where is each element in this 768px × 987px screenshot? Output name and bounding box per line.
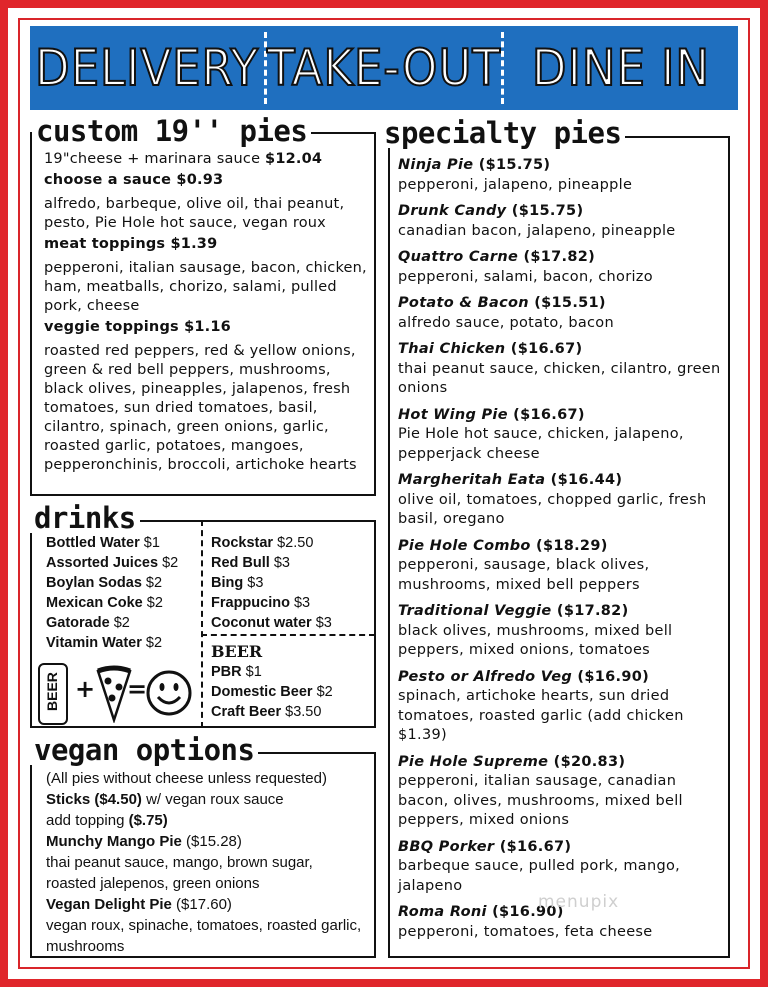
specialty-pie-item	[398, 471, 728, 530]
banner-dinein: DINE IN	[531, 39, 711, 97]
specialty-pie-item	[398, 340, 728, 399]
beer-can-icon	[38, 663, 68, 725]
specialty-pie-price: ($15.75)	[478, 157, 551, 173]
specialty-pie-name: Pie Hole Supreme ($20.83)	[398, 753, 626, 770]
beer-list	[211, 662, 333, 722]
cheese-pie-line: 19"cheese + marinara sauce $12.04	[44, 151, 323, 167]
banner-takeout: TAKE-OUT	[267, 39, 501, 97]
specialty-pie-desc: olive oil, tomatoes, chopped garlic, fresh basil, oregano	[398, 491, 707, 527]
specialty-pie-name: Quattro Carne ($17.82)	[398, 249, 596, 265]
beer-divider	[201, 634, 375, 636]
specialty-pie-desc: black olives, mushrooms, mixed bell peppers, mixed onions, tomatoes	[398, 622, 673, 658]
specialty-pie-price: ($16.90)	[492, 904, 564, 920]
specialty-pie-item	[398, 602, 728, 661]
equals-sign: =	[127, 675, 148, 703]
specialty-pie-desc: pepperoni, tomatoes, feta cheese	[398, 923, 653, 940]
drink-price: $3	[293, 595, 311, 611]
drink-item: Vitamin Water $2	[46, 635, 163, 651]
vegan-topping: add topping ($.75)	[46, 812, 168, 829]
specialty-pie-item	[398, 202, 728, 241]
vegan-options-heading: vegan options	[30, 735, 258, 765]
drink-item: Gatorade $2	[46, 615, 130, 631]
drink-item: Bing $3	[211, 575, 264, 591]
specialty-pie-name: Ninja Pie ($15.75)	[398, 157, 551, 173]
specialty-pie-desc: pepperoni, salami, bacon, chorizo	[398, 268, 653, 285]
drink-price: $1	[245, 664, 262, 680]
drink-price: $3.50	[285, 704, 322, 720]
drink-price: $3	[247, 575, 264, 591]
specialty-pie-price: ($18.29)	[536, 537, 608, 554]
specialty-pie-item	[398, 248, 728, 287]
drink-item: Coconut water $3	[211, 615, 332, 631]
header-banner	[30, 26, 738, 110]
drink-item: Assorted Juices $2	[46, 555, 179, 571]
specialty-pie-price: ($15.51)	[534, 295, 606, 311]
drink-item: Red Bull $3	[211, 555, 290, 571]
vegan-delight-desc: vegan roux, spinache, tomatoes, roasted garlic, mushrooms	[46, 917, 362, 955]
drink-item: Domestic Beer $2	[211, 684, 333, 700]
specialty-pie-price: ($16.67)	[513, 406, 585, 423]
specialty-pie-name: Drunk Candy ($15.75)	[398, 203, 584, 219]
specialty-pie-desc: pepperoni, jalapeno, pineapple	[398, 176, 633, 193]
drink-price: $2	[146, 595, 163, 611]
drink-item: Mexican Coke $2	[46, 595, 163, 611]
specialty-pie-name: Hot Wing Pie ($16.67)	[398, 406, 585, 423]
drink-price: $2	[145, 635, 163, 651]
meat-list: pepperoni, italian sausage, bacon, chicken, ham, meatballs, chorizo, salami, pulled pork, cheese	[44, 260, 367, 314]
vegan-note: (All pies without cheese unless requested)	[46, 770, 327, 787]
drinks-left-list	[46, 533, 178, 653]
specialty-pie-name: Thai Chicken ($16.67)	[398, 341, 583, 357]
veggie-heading: veggie toppings $1.16	[44, 319, 231, 335]
specialty-pie-desc: pepperoni, sausage, black olives, mushrooms, mixed bell peppers	[398, 557, 650, 593]
veggie-list: roasted red peppers, red & yellow onions, green & red bell peppers, mushrooms, black olives, pineapples, jalapenos, fresh tomatoes, sun dried tomatoes, basil, cilantro, spinach, green onions, garlic, roasted garlic, potatoes, mangoes, pepperonchinis, broccoli, artichoke hearts	[44, 343, 357, 473]
drinks-column-divider	[201, 520, 203, 728]
drink-price: $2	[162, 555, 179, 571]
drink-item: Rockstar $2.50	[211, 535, 314, 551]
specialty-pie-desc: alfredo sauce, potato, bacon	[398, 314, 614, 331]
specialty-pie-name: Potato & Bacon ($15.51)	[398, 295, 606, 311]
banner-delivery: DELIVERY	[34, 39, 260, 97]
specialty-pie-price: ($16.67)	[499, 838, 572, 855]
drink-item: Bottled Water $1	[46, 535, 160, 551]
specialty-pie-desc: canadian bacon, jalapeno, pineapple	[398, 222, 676, 239]
drink-price: $3	[273, 555, 290, 571]
drink-price: $2	[113, 615, 130, 631]
specialty-pie-price: ($16.67)	[510, 341, 583, 357]
plus-sign: +	[75, 675, 96, 703]
beer-heading: BEER	[211, 642, 263, 661]
drinks-heading: drinks	[30, 503, 140, 533]
specialty-pie-desc: Pie Hole hot sauce, chicken, jalapeno, pepperjack cheese	[398, 426, 684, 462]
munchy-mango-pie: Munchy Mango Pie ($15.28)	[46, 833, 242, 850]
specialty-pie-item	[398, 753, 728, 831]
specialty-pie-price: ($16.44)	[550, 472, 623, 488]
drink-price: $2	[316, 684, 333, 700]
watermark: menupix	[538, 892, 620, 912]
specialty-pie-desc: thai peanut sauce, chicken, cilantro, green onions	[398, 360, 721, 396]
beer-section	[211, 642, 333, 722]
specialty-pie-item	[398, 406, 728, 465]
specialty-pie-name: BBQ Porker ($16.67)	[398, 838, 572, 855]
custom-pies-content	[44, 150, 370, 475]
drink-price: $3	[315, 615, 332, 631]
specialty-pie-item	[398, 668, 728, 746]
munchy-mango-desc: thai peanut sauce, mango, brown sugar, roasted jalepenos, green onions	[46, 854, 313, 892]
specialty-pie-price: ($15.75)	[511, 203, 584, 219]
specialty-pie-price: ($16.90)	[577, 668, 650, 685]
specialty-pie-price: ($17.82)	[523, 249, 596, 265]
vegan-sticks: Sticks ($4.50) w/ vegan roux sauce	[46, 791, 284, 808]
specialty-pies-heading: specialty pies	[380, 118, 625, 148]
sauce-heading: choose a sauce $0.93	[44, 172, 224, 188]
specialty-pie-item	[398, 294, 728, 333]
beer-can-label: BEER	[44, 672, 60, 711]
drink-item: PBR $1	[211, 664, 262, 680]
specialty-pie-name: Pie Hole Combo ($18.29)	[398, 537, 608, 554]
vegan-delight-pie: Vegan Delight Pie ($17.60)	[46, 896, 232, 913]
specialty-pie-name: Pesto or Alfredo Veg ($16.90)	[398, 668, 650, 685]
specialty-pie-price: ($17.82)	[556, 603, 629, 619]
specialty-pie-desc: spinach, artichoke hearts, sun dried tomatoes, roasted garlic (add chicken $1.39)	[398, 688, 684, 743]
specialty-pie-item	[398, 537, 728, 596]
meat-heading: meat toppings $1.39	[44, 236, 218, 252]
drink-item: Craft Beer $3.50	[211, 704, 322, 720]
specialty-pie-desc: pepperoni, italian sausage, canadian bacon, olives, mushrooms, mixed bell peppers, mixed onions	[398, 773, 683, 828]
drinks-right-list	[211, 533, 332, 633]
drink-item: Frappucino $3	[211, 595, 311, 611]
specialty-pie-item	[398, 156, 728, 195]
custom-pies-heading: custom 19'' pies	[32, 116, 311, 146]
specialty-pie-item	[398, 838, 728, 897]
specialty-pie-price: ($20.83)	[553, 753, 626, 770]
drink-item: Boylan Sodas $2	[46, 575, 163, 591]
specialty-pie-name: Roma Roni ($16.90)	[398, 904, 564, 920]
specialty-pie-desc: barbeque sauce, pulled pork, mango, jalapeno	[398, 858, 681, 894]
specialty-pie-name: Margheritah Eata ($16.44)	[398, 472, 623, 488]
drink-price: $1	[143, 535, 160, 551]
sauce-list: alfredo, barbeque, olive oil, thai peanut, pesto, Pie Hole hot sauce, vegan roux	[44, 196, 345, 231]
vegan-options-content	[46, 768, 366, 957]
drink-price: $2	[145, 575, 163, 591]
smiley-face-icon	[145, 669, 193, 717]
specialty-pies-list	[398, 156, 728, 949]
specialty-pie-name: Traditional Veggie ($17.82)	[398, 603, 629, 619]
drink-price: $2.50	[277, 535, 314, 551]
